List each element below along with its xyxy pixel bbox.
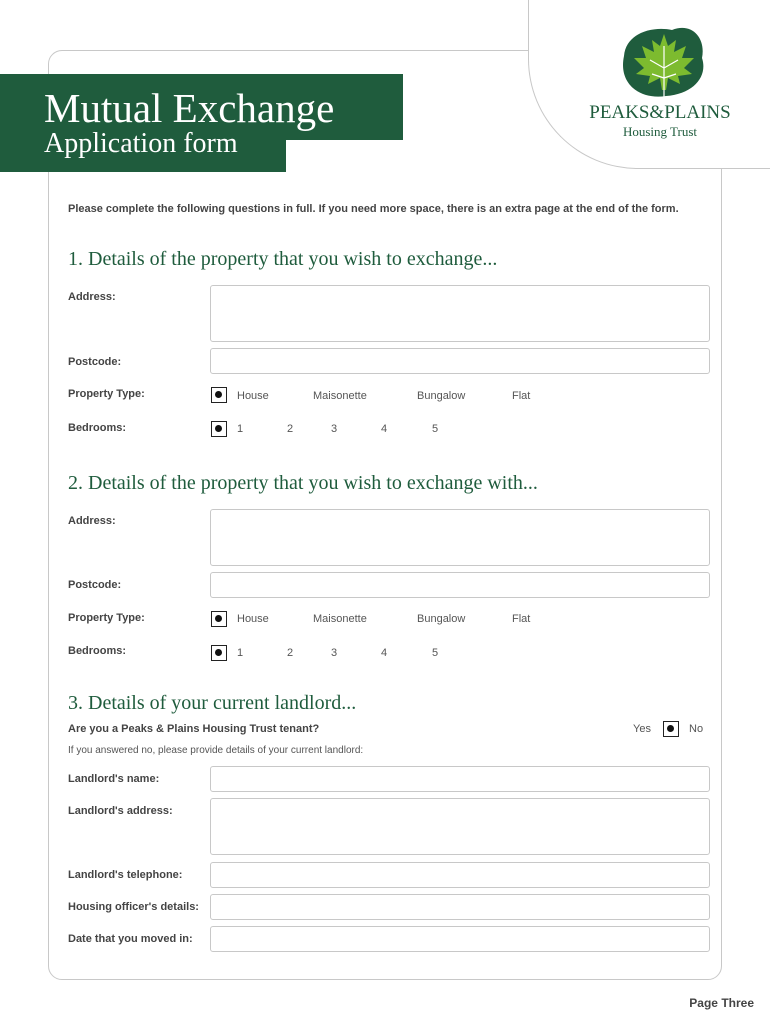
section1-bed-5[interactable]: 5 — [432, 423, 439, 435]
section2-bed-5[interactable]: 5 — [432, 647, 439, 659]
section2-bedrooms-radio[interactable] — [211, 645, 227, 661]
section2-type-house[interactable]: House — [237, 613, 269, 625]
landlord-address-input[interactable] — [210, 798, 710, 855]
section1-bedrooms-label: Bedrooms: — [68, 422, 127, 434]
section1-postcode-input[interactable] — [210, 348, 710, 374]
section2-address-label: Address: — [68, 515, 116, 527]
section1-bed-1[interactable]: 1 — [237, 423, 244, 435]
section1-property-type-radio[interactable] — [211, 387, 227, 403]
section1-bedrooms-radio[interactable] — [211, 421, 227, 437]
landlord-name-input[interactable] — [210, 766, 710, 792]
section1-heading: 1. Details of the property that you wish to exchange... — [68, 248, 498, 270]
intro-text: Please complete the following questions in full. If you need more space, there is an extra page at the end of the form. — [68, 203, 679, 215]
section2-property-type-label: Property Type: — [68, 612, 145, 624]
section1-address-input[interactable] — [210, 285, 710, 342]
landlord-address-label: Landlord's address: — [68, 805, 173, 817]
section1-type-bungalow[interactable]: Bungalow — [417, 390, 466, 402]
section2-type-flat[interactable]: Flat — [512, 613, 531, 625]
logo-name: PEAKS&PLAINS — [589, 102, 731, 123]
tenant-yes-option[interactable]: Yes — [633, 723, 651, 735]
section2-address-input[interactable] — [210, 509, 710, 566]
section2-postcode-input[interactable] — [210, 572, 710, 598]
section2-bedrooms-label: Bedrooms: — [68, 645, 127, 657]
section2-bed-2[interactable]: 2 — [287, 647, 294, 659]
moved-in-input[interactable] — [210, 926, 710, 952]
section3-heading: 3. Details of your current landlord... — [68, 692, 357, 714]
tenant-no-option[interactable]: No — [689, 723, 704, 735]
section2-bed-1[interactable]: 1 — [237, 647, 244, 659]
section2-heading: 2. Details of the property that you wish to exchange with... — [68, 472, 538, 494]
tenant-radio[interactable] — [663, 721, 679, 737]
section2-type-maisonette[interactable]: Maisonette — [313, 613, 367, 625]
landlord-note: If you answered no, please provide details of your current landlord: — [68, 745, 364, 756]
section1-bed-2[interactable]: 2 — [287, 423, 294, 435]
tenant-question: Are you a Peaks & Plains Housing Trust tenant? — [68, 723, 320, 735]
section1-type-flat[interactable]: Flat — [512, 390, 531, 402]
housing-officer-label: Housing officer's details: — [68, 901, 199, 913]
section2-type-bungalow[interactable]: Bungalow — [417, 613, 466, 625]
section1-bed-4[interactable]: 4 — [381, 423, 388, 435]
moved-in-label: Date that you moved in: — [68, 933, 193, 945]
section1-bed-3[interactable]: 3 — [331, 423, 338, 435]
logo-subtitle: Housing Trust — [622, 124, 698, 139]
page-title: Mutual Exchange — [44, 85, 335, 131]
section1-postcode-label: Postcode: — [68, 356, 122, 368]
section2-property-type-radio[interactable] — [211, 611, 227, 627]
page-subtitle: Application form — [44, 128, 238, 159]
landlord-name-label: Landlord's name: — [68, 773, 160, 785]
section2-bed-4[interactable]: 4 — [381, 647, 388, 659]
maple-leaf-icon — [584, 24, 744, 104]
section1-type-maisonette[interactable]: Maisonette — [313, 390, 367, 402]
section1-address-label: Address: — [68, 291, 116, 303]
section2-postcode-label: Postcode: — [68, 579, 122, 591]
section1-property-type-label: Property Type: — [68, 388, 145, 400]
page-number: Page Three — [689, 996, 754, 1010]
section1-type-house[interactable]: House — [237, 390, 269, 402]
section2-bed-3[interactable]: 3 — [331, 647, 338, 659]
housing-officer-input[interactable] — [210, 894, 710, 920]
landlord-phone-label: Landlord's telephone: — [68, 869, 183, 881]
landlord-phone-input[interactable] — [210, 862, 710, 888]
